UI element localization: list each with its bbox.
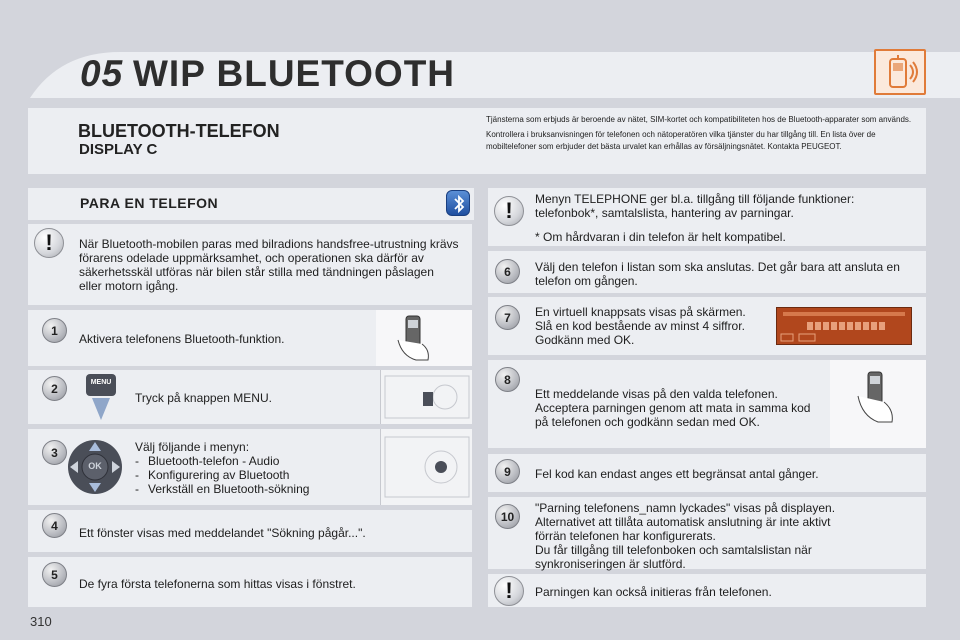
- step-6-text: Välj den telefon i listan som ska anslutas. Det går bara att ansluta en telefon om gången.: [535, 260, 900, 288]
- step-number: 2: [42, 376, 67, 401]
- step-3-lead: Välj följande i menyn:: [135, 440, 250, 454]
- step-7-text: [535, 305, 746, 347]
- warning-icon: !: [34, 228, 64, 258]
- step-8-text: [535, 387, 810, 429]
- chapter-title: WIP BLUETOOTH: [133, 53, 456, 94]
- intro-text: [486, 114, 916, 156]
- step-5-text: De fyra första telefonerna som hittas visas i fönstret.: [79, 577, 356, 591]
- menu-path-item: - Verkställ en Bluetooth-sökning: [135, 482, 310, 496]
- step-number: 10: [495, 504, 520, 529]
- step-8-line: Ett meddelande visas på den valda telefonen.: [535, 387, 778, 401]
- intro-paragraph: Kontrollera i bruksanvisningen för telefonen och nätoperatören vilka tjänster du har tillgång till. En lista över de mobiltelefoner som erbjuder det bästa urvalet kan erhållas av försäljningsnätet. Kontakta PEUGEOT.: [486, 129, 876, 151]
- step-number: 1: [42, 318, 67, 343]
- step-number: 4: [42, 513, 67, 538]
- telephone-menu-line: telefonbok*, samtalslista, hantering av parningar.: [535, 206, 794, 220]
- pair-warning-text: När Bluetooth-mobilen paras med bilradions handsfree-utrustning krävs förarens odelade uppmärksamhet, och operationen ska därför av säkerhetsskäl utföras när bilen står stilla med tändningen påslagen eller motorn igång.: [79, 237, 459, 293]
- step-4-text: Ett fönster visas med meddelandet "Sökning pågår...".: [79, 526, 366, 540]
- virtual-keypad-screen: [776, 307, 912, 345]
- step-number: 3: [42, 440, 67, 465]
- step-7-line: Slå en kod bestående av minst 4 siffror.: [535, 319, 745, 333]
- ok-label: OK: [88, 461, 102, 471]
- step-8-line: på telefonen och godkänn sedan med OK.: [535, 415, 760, 429]
- radio-panel-image: [380, 370, 472, 424]
- phone-hand-image: [830, 360, 926, 448]
- step-number: 8: [495, 367, 520, 392]
- phone-bluetooth-icon: [874, 49, 926, 95]
- menu-path-item: - Bluetooth-telefon - Audio: [135, 454, 280, 468]
- step-3-text: [135, 440, 309, 496]
- step-7-line: En virtuell knappsats visas på skärmen.: [535, 305, 746, 319]
- step-1-text: Aktivera telefonens Bluetooth-funktion.: [79, 332, 285, 346]
- telephone-menu-line: Menyn TELEPHONE ger bl.a. tillgång till följande funktioner:: [535, 192, 855, 206]
- navigation-dial-icon: [66, 438, 124, 496]
- step-number: 9: [495, 459, 520, 484]
- step-10-line: förrän telefonen har konfigurerats.: [535, 529, 716, 543]
- step-number: 6: [495, 259, 520, 284]
- warning-icon: !: [494, 196, 524, 226]
- step-number: 7: [495, 305, 520, 330]
- step-number: 5: [42, 562, 67, 587]
- compatibility-footnote: * Om hårdvaran i din telefon är helt kompatibel.: [535, 230, 786, 244]
- menu-path-item: - Konfigurering av Bluetooth: [135, 468, 290, 482]
- radio-panel-image: [380, 429, 472, 505]
- phone-hand-image: [376, 310, 472, 366]
- menu-key-label: MENU: [90, 379, 112, 386]
- section-title: BLUETOOTH-TELEFON: [78, 121, 280, 141]
- intro-paragraph: Tjänsterna som erbjuds är beroende av nätet, SIM-kortet och kompatibiliteten hos de Bluetooth-apparater som används.: [486, 115, 912, 124]
- warning-icon: !: [494, 576, 524, 606]
- step-10-text: [535, 501, 835, 571]
- step-10-line: synkroniseringen är slutförd.: [535, 557, 686, 571]
- step-9-text: Fel kod kan endast anges ett begränsat antal gånger.: [535, 467, 819, 481]
- step-10-line: Alternativet att tillåta automatisk anslutning är inte aktivt: [535, 515, 831, 529]
- telephone-menu-text: [535, 192, 921, 220]
- step-10-line: Du får tillgång till telefonboken och samtalslistan när: [535, 543, 812, 557]
- step-7-line: Godkänn med OK.: [535, 333, 635, 347]
- section-subtitle: DISPLAY C: [79, 141, 158, 158]
- page-number: 310: [30, 614, 52, 629]
- step-2-text: Tryck på knappen MENU.: [135, 391, 272, 405]
- menu-key-icon: [84, 372, 118, 422]
- pair-title: PARA EN TELEFON: [80, 195, 219, 211]
- final-note-text: Parningen kan också initieras från telefonen.: [535, 585, 772, 599]
- step-8-line: Acceptera parningen genom att mata in samma kod: [535, 401, 811, 415]
- chapter-number: 05: [80, 53, 124, 94]
- step-10-line: "Parning telefonens_namn lyckades" visas på displayen.: [535, 501, 836, 515]
- bluetooth-icon: [446, 190, 470, 216]
